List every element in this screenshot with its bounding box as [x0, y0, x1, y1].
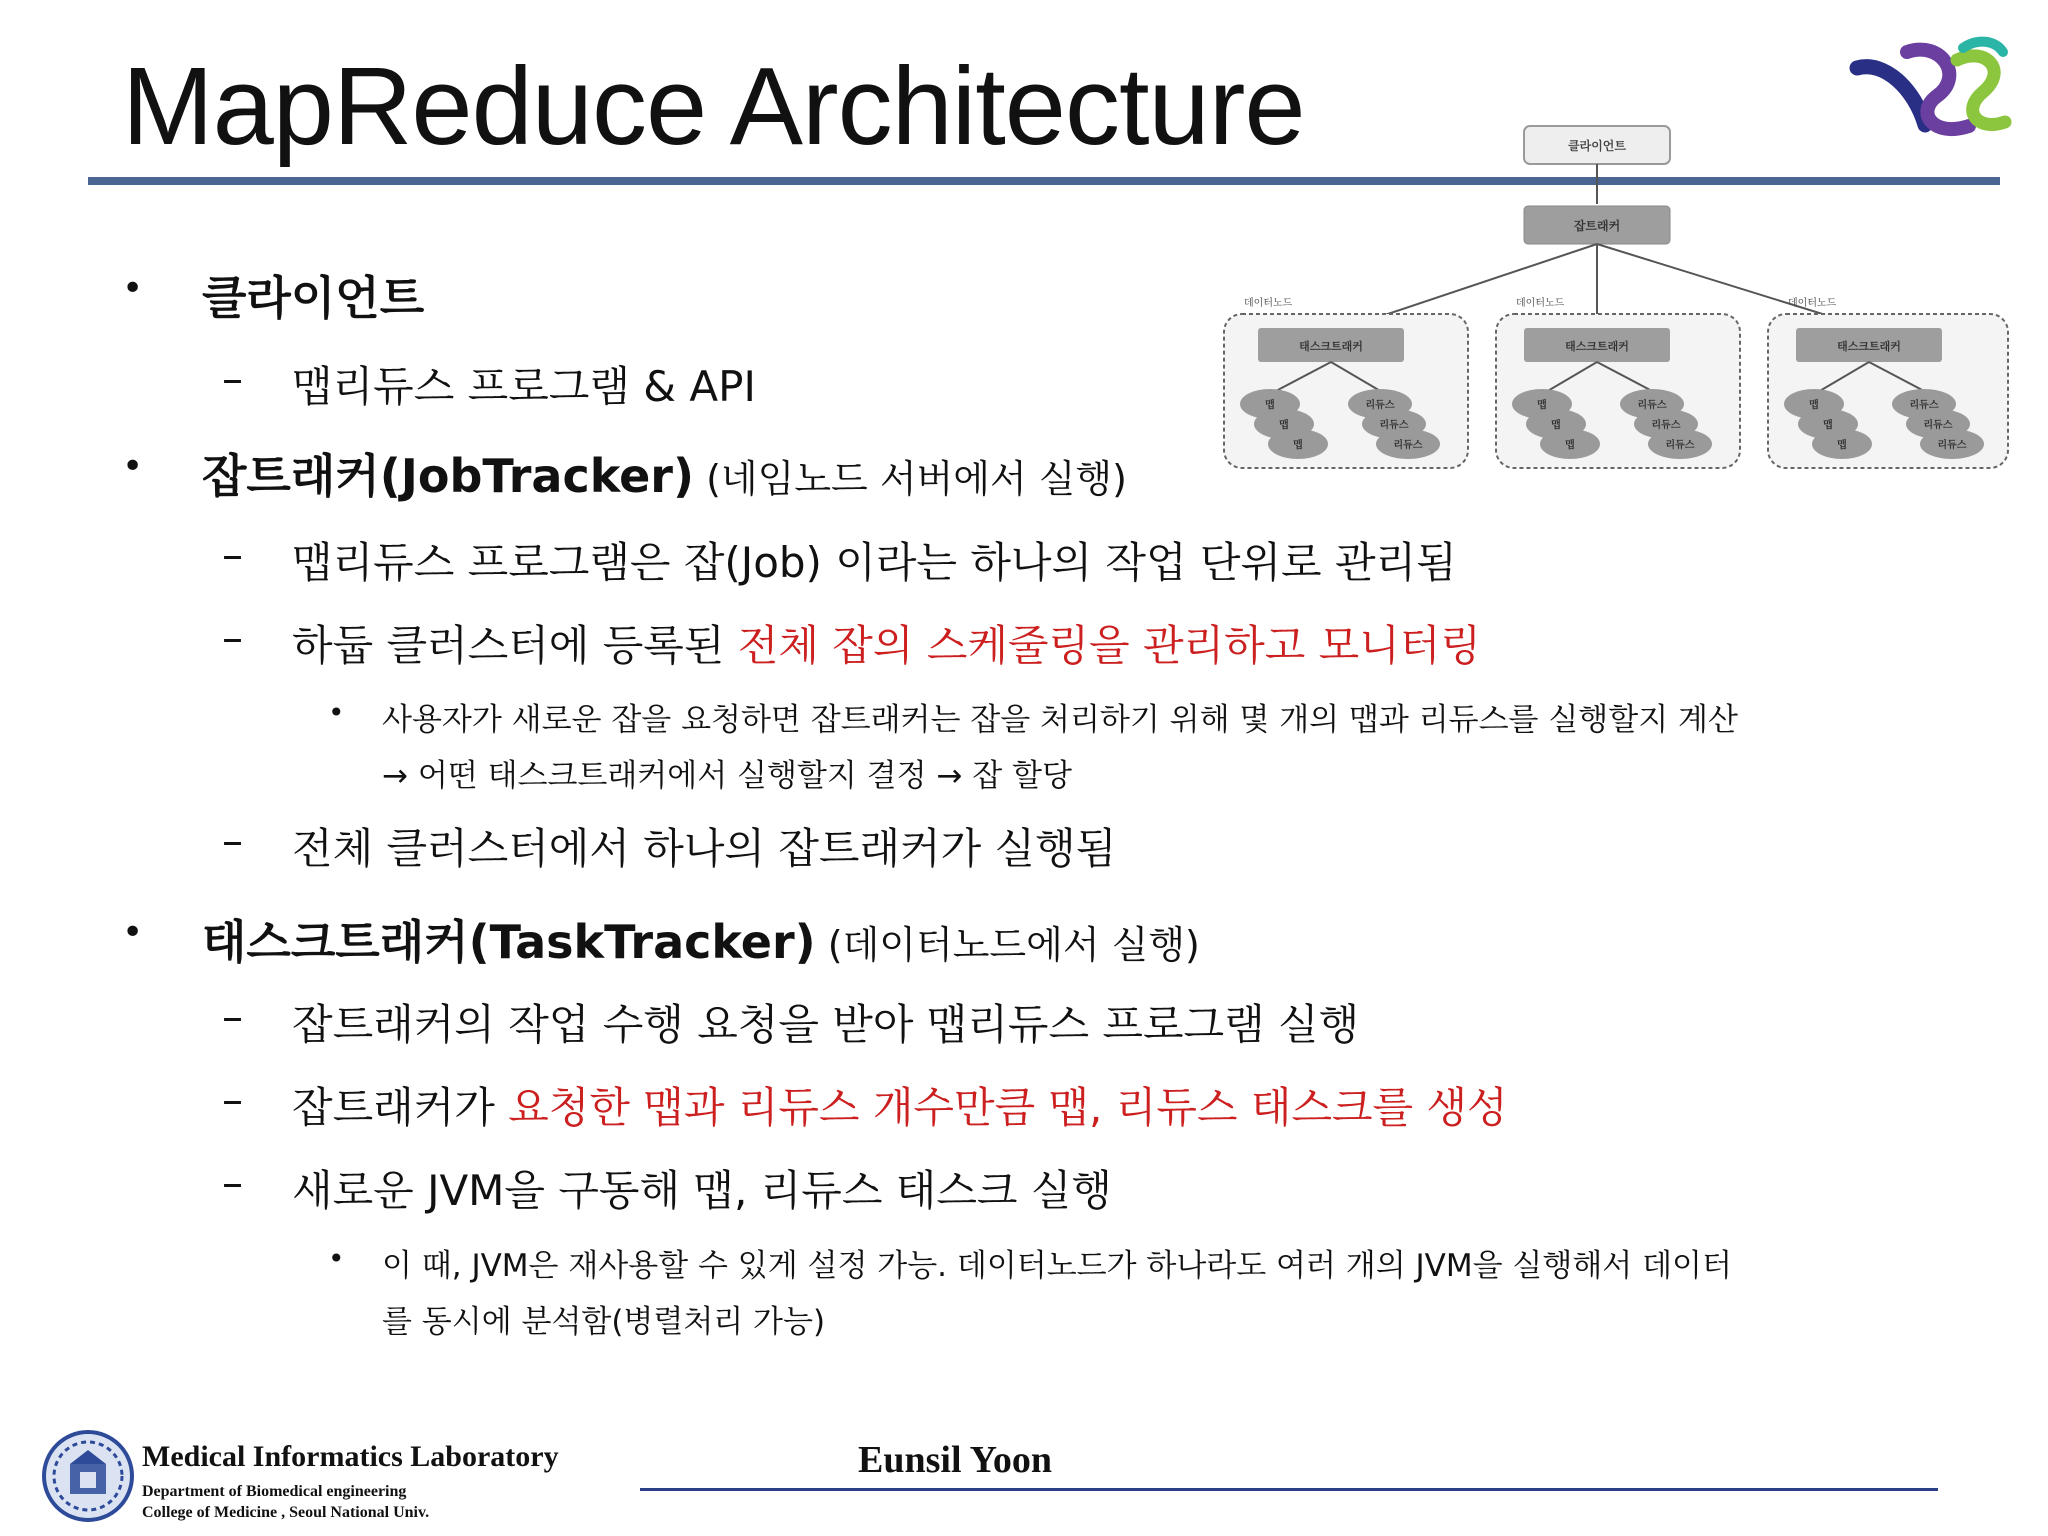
- client-label: 클라이언트: [1568, 139, 1626, 153]
- reduce-label: 리듀스: [1379, 420, 1409, 431]
- tasktracker-item-text: 새로운 JVM을 구동해 맵, 리듀스 태스크 실행: [292, 1166, 1112, 1215]
- jobtracker-item-text: [292, 613, 1481, 673]
- map-label: 맵: [1837, 440, 1847, 451]
- lab-name: Medical Informatics Laboratory: [142, 1440, 559, 1473]
- dash: –: [222, 816, 243, 865]
- datanode-label: 데이터노드: [1788, 298, 1837, 309]
- sub-dot: •: [328, 1242, 345, 1275]
- jobtracker-heading: [202, 440, 1127, 506]
- datanode-label: 데이터노드: [1244, 298, 1293, 309]
- reduce-label: 리듀스: [1365, 400, 1395, 411]
- lab-college: College of Medicine , Seoul National Univ.: [142, 1504, 430, 1521]
- map-label: 맵: [1565, 440, 1575, 451]
- lab-department: Department of Biomedical engineering: [142, 1483, 407, 1500]
- tasktracker-item-text: [292, 1075, 1508, 1135]
- tasktracker-sub-text-cont: 를 동시에 분석함(병렬처리 가능): [382, 1304, 826, 1340]
- reduce-label: 리듀스: [1665, 440, 1695, 451]
- dash: –: [222, 613, 243, 662]
- reduce-label: 리듀스: [1909, 400, 1939, 411]
- dash: –: [222, 1158, 243, 1207]
- reduce-label: 리듀스: [1937, 440, 1967, 451]
- jobtracker-heading-strong: 잡트래커(JobTracker): [202, 449, 694, 503]
- reduce-label: 리듀스: [1651, 420, 1681, 431]
- jobtracker-sub-text: 사용자가 새로운 잡을 요청하면 잡트래커는 잡을 처리하기 위해 몇 개의 맵과 리듀스를 실행할지 계산: [382, 702, 1738, 738]
- bullet-dot: •: [122, 268, 144, 309]
- tasktracker-heading: [202, 906, 1200, 972]
- tasktracker-item-highlight: 요청한 맵과 리듀스 개수만큼 맵, 리듀스 태스크를 생성: [508, 1083, 1508, 1132]
- jobtracker-item-text: 맵리듀스 프로그램은 잡(Job) 이라는 하나의 작업 단위로 관리됨: [292, 538, 1457, 587]
- bullet-dot: •: [122, 912, 144, 953]
- sub-dot: •: [328, 696, 345, 729]
- reduce-label: 리듀스: [1637, 400, 1667, 411]
- tasktracker-item-text: 잡트래커의 작업 수행 요청을 받아 맵리듀스 프로그램 실행: [292, 1000, 1360, 1049]
- slide-title: MapReduce Architecture: [122, 45, 1305, 168]
- author-name: Eunsil Yoon: [858, 1439, 1052, 1481]
- reduce-label: 리듀스: [1923, 420, 1953, 431]
- tasktracker-label: 태스크트래커: [1299, 340, 1363, 353]
- jobtracker-item-highlight: 전체 잡의 스케줄링을 관리하고 모니터링: [737, 621, 1481, 670]
- dash: –: [222, 530, 243, 579]
- map-label: 맵: [1293, 440, 1303, 451]
- map-label: 맵: [1551, 420, 1561, 431]
- jobtracker-sub-text-cont: → 어떤 태스크트래커에서 실행할지 결정 → 잡 할당: [382, 758, 1072, 794]
- dash: –: [222, 354, 243, 403]
- jobtracker-item-text: 전체 클러스터에서 하나의 잡트래커가 실행됨: [292, 824, 1117, 873]
- bullet-dot: •: [122, 446, 144, 487]
- dash: –: [222, 1075, 243, 1124]
- map-label: 맵: [1279, 420, 1289, 431]
- tasktracker-item-plain: 잡트래커가: [292, 1083, 509, 1132]
- datanode-label: 데이터노드: [1516, 298, 1565, 309]
- jobtracker-item-plain: 하둡 클러스터에 등록된: [292, 621, 738, 670]
- university-emblem-icon: [40, 1428, 136, 1524]
- tasktracker-heading-strong: 태스크트래커(TaskTracker): [202, 915, 816, 969]
- tasktracker-heading-note: (데이터노드에서 실행): [815, 923, 1200, 967]
- reduce-label: 리듀스: [1393, 440, 1423, 451]
- map-label: 맵: [1809, 400, 1819, 411]
- tasktracker-sub-text: 이 때, JVM은 재사용할 수 있게 설정 가능. 데이터노드가 하나라도 여러 개의 JVM을 실행해서 데이터: [382, 1248, 1732, 1284]
- map-label: 맵: [1537, 400, 1547, 411]
- tasktracker-label: 태스크트래커: [1837, 340, 1901, 353]
- footer-rule: [640, 1488, 1938, 1491]
- jobtracker-heading-note: (네임노드 서버에서 실행): [694, 457, 1127, 501]
- map-label: 맵: [1823, 420, 1833, 431]
- jobtracker-label: 잡트래커: [1573, 219, 1621, 233]
- client-item-text: 맵리듀스 프로그램 & API: [292, 362, 756, 411]
- tasktracker-label: 태스크트래커: [1565, 340, 1629, 353]
- client-heading: 클라이언트: [202, 271, 425, 325]
- map-label: 맵: [1265, 400, 1275, 411]
- dash: –: [222, 992, 243, 1041]
